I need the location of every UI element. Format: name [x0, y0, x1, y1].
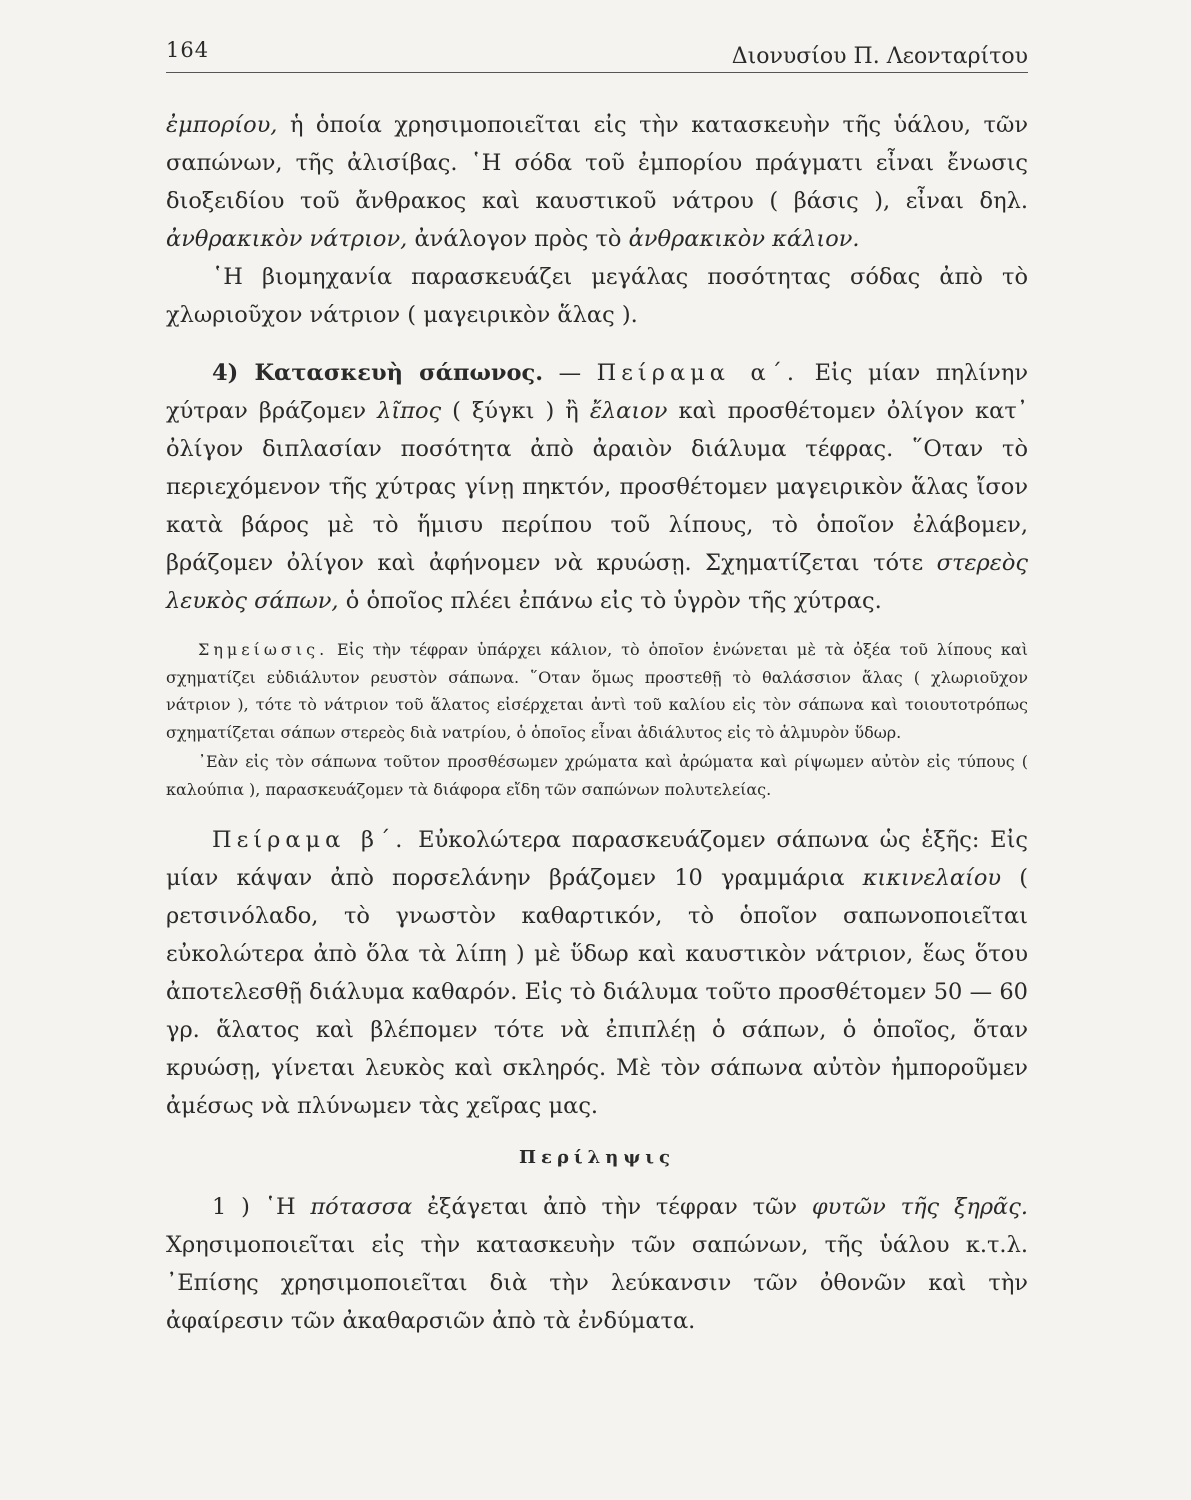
page-header: [166, 38, 1028, 73]
summary-heading: Περίληψις: [519, 1147, 675, 1168]
note-label: Σημείωσις.: [198, 640, 329, 659]
page-number: 164: [166, 38, 210, 62]
note-paragraph-2: ᾿Εὰν εἰς τὸν σάπωνα τοῦτον προσθέσωμεν χρώματα καὶ ἀρώματα καὶ ρίψωμεν αὐτὸν εἰς τύπους ( καλούπια ), παρασκευάζομεν τὰ διάφορα εἴδη τῶν σαπώνων πολυτελείας.: [166, 752, 1028, 799]
term-sodium-carbonate: ἀνθρακικὸν νάτριον,: [166, 226, 408, 252]
paragraph-2: ῾Η βιομηχανία παρασκευάζει μεγάλας ποσότητας σόδας ἀπὸ τὸ χλωριοῦχον νάτριον ( μαγειρικὸν ἅλας ).: [166, 264, 1028, 328]
section-heading: 4) Κατασκευὴ σάπωνος.: [212, 360, 544, 386]
paragraph-soap-making: 4) Κατασκευὴ σάπωνος. — Πείραμα α΄. Εἰς μίαν πηλίνην χύτραν βράζομεν λῖπος ( ξύγκι ) ἢ ἔλαιον καὶ προσθέτομεν ὀλίγον κατ᾿ ὀλίγον διπλασίαν ποσότητα ἀπὸ ἀραιὸν διάλυμα τέφρας. ῞Οταν τὸ περιεχόμενον τῆς χύτρας γίνῃ πηκτόν, προσθέτομεν μαγειρικὸν ἅλας ἴσον κατὰ βάρος μὲ τὸ ἥμισυ περίπου τοῦ λίπους, τὸ ὁποῖον ἐλάβομεν, βράζομεν ὀλίγον καὶ ἀφήνομεν νὰ κρυώσῃ. Σχηματίζεται τότε στερεὸς λευκὸς σάπων, ὁ ὁποῖος πλέει ἐπάνω εἰς τὸ ὑγρὸν τῆς χύτρας.: [166, 360, 1029, 614]
experiment-a-label: Πείραμα α΄.: [596, 360, 800, 386]
summary-item-1: 1 ) ῾Η πότασσα ἐξάγεται ἀπὸ τὴν τέφραν τῶν φυτῶν τῆς ξηρᾶς. Χρησιμοποιεῖται εἰς τὴν κατασκευὴν τῶν σαπώνων, τῆς ὑάλου κ.τ.λ. ᾿Επίσης χρησιμοποιεῖται διὰ τὴν λεύκανσιν τῶν ὀθονῶν καὶ τὴν ἀφαίρεσιν τῶν ἀκαθαρσιῶν ἀπὸ τὰ ἐνδύματα.: [166, 1194, 1028, 1334]
term-potassium-carbonate: ἀνθρακικὸν κάλιον.: [628, 226, 860, 252]
paragraph-experiment-b: Πείραμα β΄. Εὐκολώτερα παρασκευάζομεν σάπωνα ὡς ἑξῆς: Εἰς μίαν κάψαν ἀπὸ πορσελάνην βράζομεν 10 γραμμάρια κικινελαίου ( ρετσινόλαδο, τὸ γνωστὸν καθαρτικόν, τὸ ὁποῖον σαπωνοποιεῖται εὐκολώτερα ἀπὸ ὅλα τὰ λίπη ) μὲ ὕδωρ καὶ καυστικὸν νάτριον, ἕως ὅτου ἀποτελεσθῇ διάλυμα καθαρόν. Εἰς τὸ διάλυμα τοῦτο προσθέτομεν 50 — 60 γρ. ἅλατος καὶ βλέπομεν τότε νὰ ἐπιπλέῃ ὁ σάπων, ὁ ὁποῖος, ὅταν κρυώσῃ, γίνεται λευκὸς καὶ σκληρός. Μὲ τὸν σάπωνα αὐτὸν ἠμποροῦμεν ἀμέσως νὰ πλύνωμεν τὰς χεῖρας μας.: [166, 827, 1029, 1119]
term-emporiou: ἐμπορίου,: [166, 112, 278, 138]
running-head: Διονυσίου Π. Λεονταρίτου: [731, 44, 1028, 69]
page-body: [166, 106, 1028, 1340]
experiment-b-label: Πείραμα β΄.: [212, 827, 408, 853]
note-paragraph: Σημείωσις. Εἰς τὴν τέφραν ὑπάρχει κάλιον, τὸ ὁποῖον ἑνώνεται μὲ τὰ ὀξέα τοῦ λίπους καὶ σχηματίζει εὐδιάλυτον ρευστὸν σάπωνα. ῞Οταν ὅμως προστεθῇ τὸ θαλάσσιον ἅλας ( χλωριοῦχον νάτριον ), τότε τὸ νάτριον τοῦ ἅλατος εἰσέρχεται ἀντὶ τοῦ καλίου εἰς τὸν σάπωνα καὶ τοιουτοτρόπως σχηματίζεται σάπων στερεὸς διὰ νατρίου, ὁ ὁποῖος εἶναι ἀδιάλυτος εἰς τὸ ἁλμυρὸν ὕδωρ.: [166, 640, 1028, 742]
paragraph-1: ἐμπορίου, ἡ ὁποία χρησιμοποιεῖται εἰς τὴν κατασκευὴν τῆς ὑάλου, τῶν σαπώνων, τῆς ἀλισίβας. ῾Η σόδα τοῦ ἐμπορίου πράγματι εἶναι ἔνωσις διοξειδίου τοῦ ἄνθρακος καὶ καυστικοῦ νάτρου ( βάσις ), εἶναι δηλ. ἀνθρακικὸν νάτριον, ἀνάλογον πρὸς τὸ ἀνθρακικὸν κάλιον.: [166, 112, 1028, 252]
